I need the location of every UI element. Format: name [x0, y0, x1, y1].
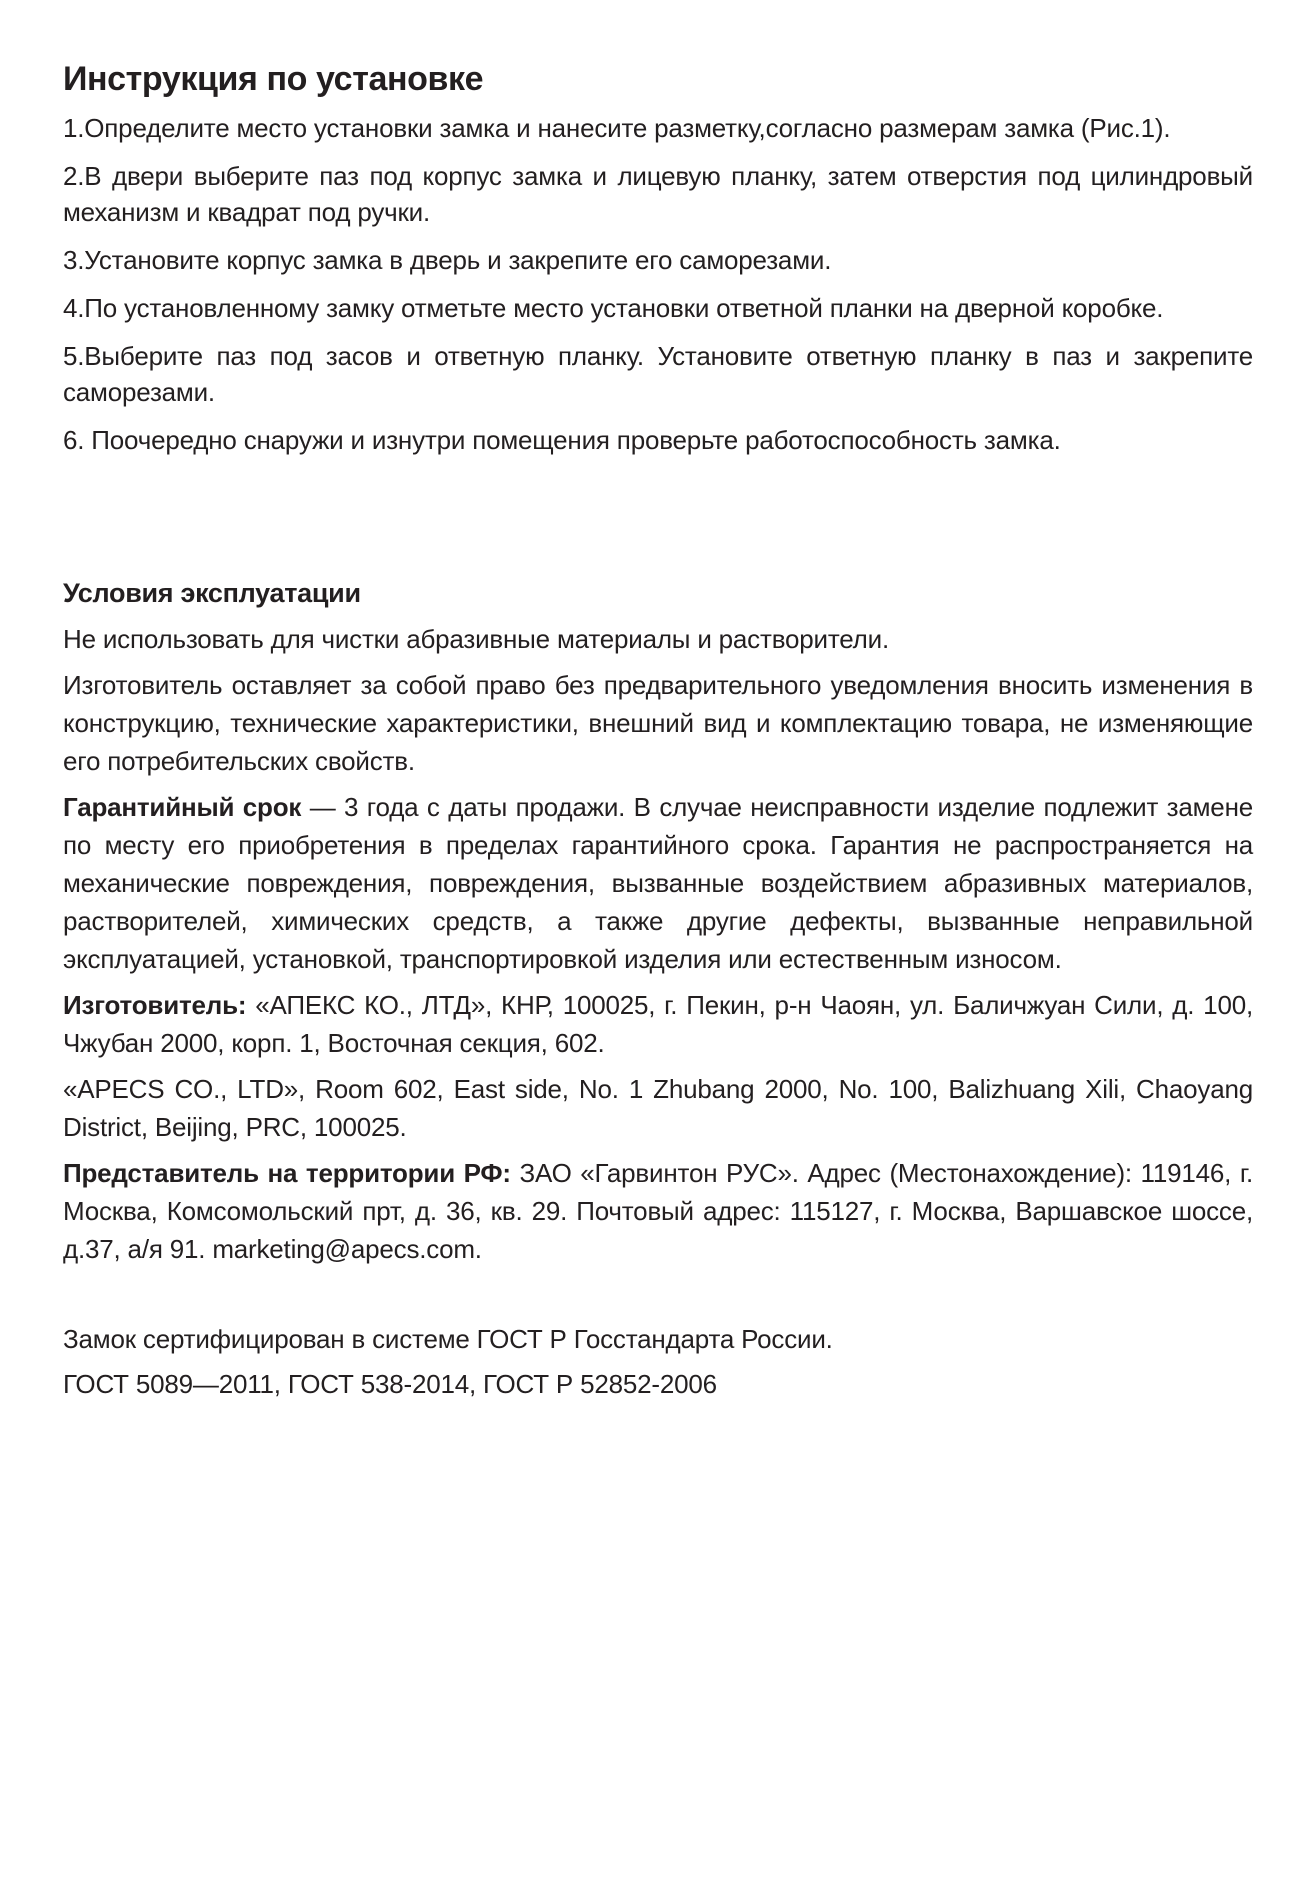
- rf-representative-text: ЗАО «Гарвинтон РУС». Адрес (Местонахождение): 119146, г. Москва, Комсомольский прт, д. 36, кв. 29. Почтовый адрес: 115127, г. Москва, Варшавское шоссе, д.37, а/я 91. marketing@apecs.com.: [63, 1157, 1253, 1264]
- manufacturer-address-ru: [63, 986, 1253, 1062]
- manufacturer-rights-text: Изготовитель оставляет за собой право без предварительного уведомления вносить изменения в конструкцию, технические характеристики, внешний вид и комплектацию товара, не изменяющие его потребительских свойств.: [63, 669, 1253, 776]
- install-step-4: 4.По установленному замку отметьте место установки ответной планки на дверной коробке.: [63, 292, 1164, 323]
- certification-line-2: ГОСТ 5089—2011, ГОСТ 538-2014, ГОСТ Р 52852-2006: [63, 1368, 717, 1399]
- manufacturer-rights-note: [63, 666, 1253, 780]
- install-step-1: 1.Определите место установки замка и нанесите разметку,согласно размерам замка (Рис.1).: [63, 112, 1171, 143]
- installation-steps: [63, 110, 1253, 458]
- warranty-lead: Гарантийный срок: [63, 791, 302, 822]
- certification-line-1: Замок сертифицирован в системе ГОСТ Р Госстандарта России.: [63, 1323, 833, 1354]
- warranty-paragraph: [63, 788, 1253, 978]
- manufacturer-address-ru-lead: Изготовитель:: [63, 989, 247, 1020]
- usage-note-text: Не использовать для чистки абразивные материалы и растворители.: [63, 623, 889, 654]
- install-step-5: 5.Выберите паз под засов и ответную планку. Установите ответную планку в паз и закрепите саморезами.: [63, 340, 1253, 407]
- rf-representative-lead: Представитель на территории РФ:: [63, 1157, 511, 1188]
- usage-section-title: Условия эксплуатации: [63, 577, 361, 608]
- manufacturer-address-en: [63, 1070, 1253, 1146]
- install-step-3: 3.Установите корпус замка в дверь и закрепите его саморезами.: [63, 244, 832, 275]
- manufacturer-address-ru-text: «АПЕКС КО., ЛТД», КНР, 100025, г. Пекин, р-н Чаоян, ул. Баличжуан Сили, д. 100, Чжубан 2000, корп. 1, Восточная секция, 602.: [63, 989, 1253, 1058]
- usage-section: [63, 574, 1253, 1268]
- install-step-2: 2.В двери выберите паз под корпус замка и лицевую планку, затем отверстия под цилиндровый механизм и квадрат под ручки.: [63, 160, 1253, 227]
- usage-note: [63, 620, 1253, 658]
- rf-representative-paragraph: [63, 1154, 1253, 1268]
- manufacturer-address-en-text: «APECS CO., LTD», Room 602, East side, No. 1 Zhubang 2000, No. 100, Balizhuang Xili, Chaoyang District, Beijing, PRC, 100025.: [63, 1073, 1253, 1142]
- certification-block: [63, 1320, 1253, 1403]
- warranty-text: — 3 года с даты продажи. В случае неисправности изделие подлежит замене по месту его приобретения в пределах гарантийного срока. Гарантия не распространяется на механические повреждения, повреждения, вызванные воздействием абразивных материалов, растворителей, химических средств, а также другие дефекты, вызванные неправильной эксплуатацией, установкой, транспортировкой изделия или естественным износом.: [63, 791, 1253, 974]
- install-step-6: 6. Поочередно снаружи и изнутри помещения проверьте работоспособность замка.: [63, 424, 1061, 455]
- page-title: Инструкция по установке: [63, 60, 484, 98]
